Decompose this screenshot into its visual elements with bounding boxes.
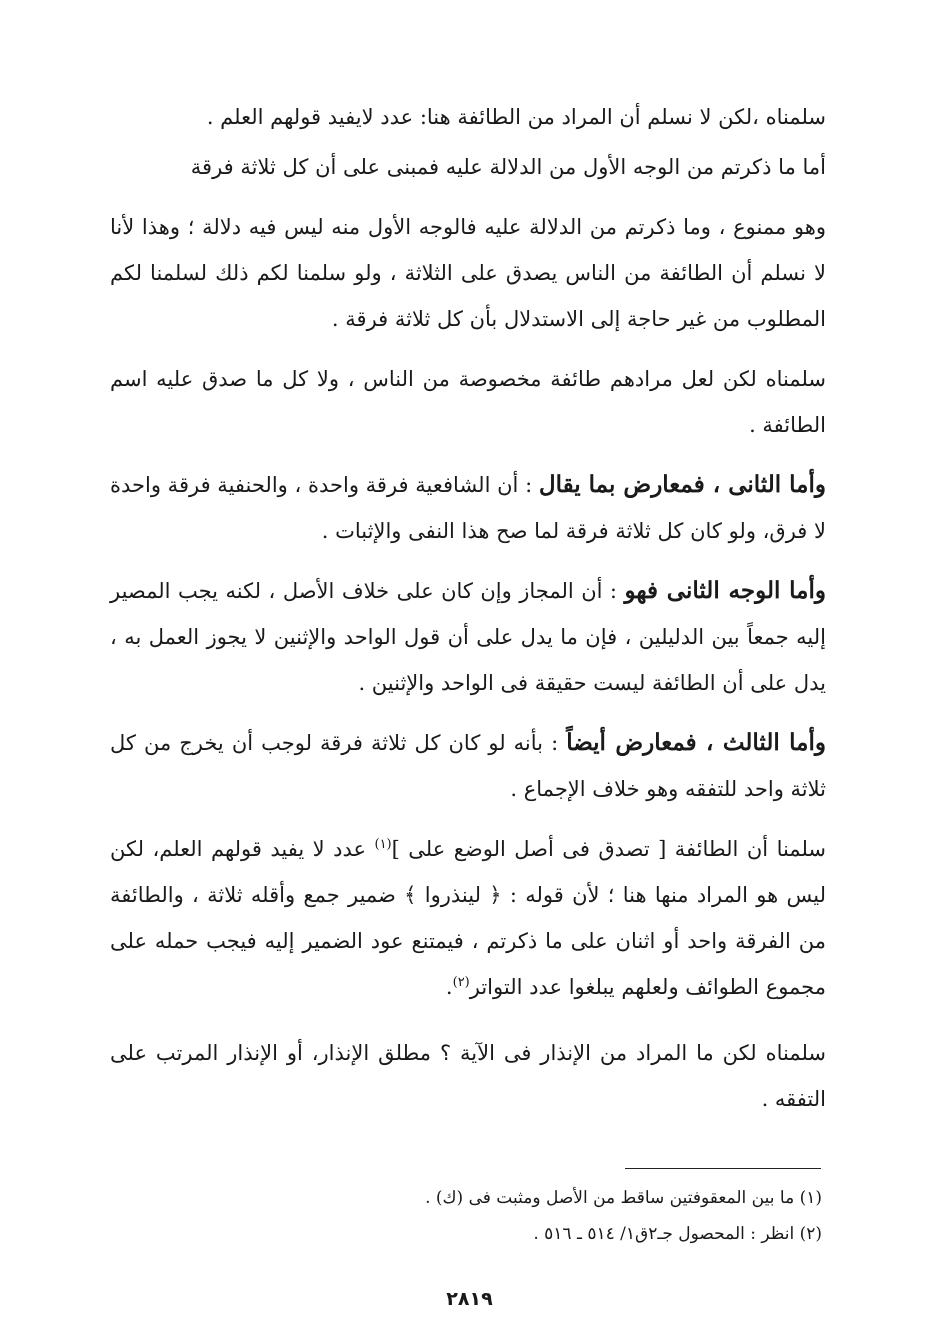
paragraph-8-text-cont: عدد لا يفيد قولهم العلم، لكن ليس هو المراد منها هنا ؛ لأن قوله : ﴿ لينذروا ﴾ ضمير جمع وأقله ثلاثة ، والطائفة من الفرقة واحد أو اثنان على ما ذكرتم ، فيمتنع عود الضمير إليه فيجب حمله على مجموع الطوائف ولعلهم يبلغوا عدد التواتر (110, 837, 826, 999)
paragraph-4-text: سلمناه لكن لعل مرادهم طائفة مخصوصة من الناس ، ولا كل ما صدق عليه اسم الطائفة . (110, 367, 826, 437)
footnote-divider (625, 1168, 821, 1169)
paragraph-2 (110, 144, 826, 190)
paragraph-3 (110, 204, 826, 342)
paragraph-2-text: أما ما ذكرتم من الوجه الأول من الدلالة عليه فمبنى على أن كل ثلاثة فرقة (190, 155, 826, 179)
page-body (110, 94, 826, 1122)
paragraph-8-text-end: . (445, 975, 453, 999)
paragraph-4 (110, 356, 826, 448)
paragraph-7-text: : بأنه لو كان كل ثلاثة فرقة لوجب أن يخرج من كل ثلاثة واحد للتفقه وهو خلاف الإجماع . (110, 731, 826, 801)
footnote-ref-2: (٢) (452, 975, 470, 990)
page-number: ٢٨١٩ (446, 1288, 493, 1310)
paragraph-7 (110, 720, 826, 812)
footnote-1: (١) ما بين المعقوفتين ساقط من الأصل ومثبت فى (ك) . (425, 1188, 822, 1208)
paragraph-5-text: : أن الشافعية فرقة واحدة ، والحنفية فرقة واحدة لا فرق، ولو كان كل ثلاثة فرقة لما صح هذا النفى والإثبات . (110, 473, 826, 543)
paragraph-7-lead: وأما الثالث ، فمعارض أيضاً (566, 729, 826, 756)
paragraph-6-lead: وأما الوجه الثانى فهو (624, 577, 826, 604)
paragraph-9-text: سلمناه لكن ما المراد من الإنذار فى الآية ؟ مطلق الإنذار، أو الإنذار المرتب على التفقه . (110, 1041, 826, 1111)
paragraph-5-lead: وأما الثانى ، فمعارض بما يقال (538, 471, 826, 498)
paragraph-3-text: وهو ممنوع ، وما ذكرتم من الدلالة عليه فالوجه الأول منه ليس فيه دلالة ؛ وهذا لأنا لا نسلم أن الطائفة من الناس يصدق على الثلاثة ، ولو سلمنا لكم ذلك لسلمنا لكم المطلوب من غير حاجة إلى الاستدلال بأن كل ثلاثة فرقة . (110, 215, 826, 331)
paragraph-6-text: : أن المجاز وإن كان على خلاف الأصل ، لكنه يجب المصير إليه جمعاً بين الدليلين ، فإن ما يدل على أن قول الواحد والإثنين لا يجوز العمل به ، يدل على أن الطائفة ليست حقيقة فى الواحد والإثنين . (110, 579, 826, 695)
paragraph-9 (110, 1030, 826, 1122)
paragraph-8-text: سلمنا أن الطائفة [ تصدق فى أصل الوضع على ] (391, 837, 826, 861)
paragraph-1 (110, 94, 826, 140)
paragraph-6 (110, 568, 826, 706)
paragraph-1-text: سلمناه ،لكن لا نسلم أن المراد من الطائفة هنا: عدد لايفيد قولهم العلم . (206, 105, 826, 129)
paragraph-5 (110, 462, 826, 554)
footnote-2: (٢) انظر : المحصول جـ٢ق١/ ٥١٤ ـ ٥١٦ . (533, 1224, 822, 1244)
footnotes (110, 1180, 822, 1252)
footnote-ref-1: (١) (374, 837, 392, 852)
paragraph-8 (110, 826, 826, 1010)
